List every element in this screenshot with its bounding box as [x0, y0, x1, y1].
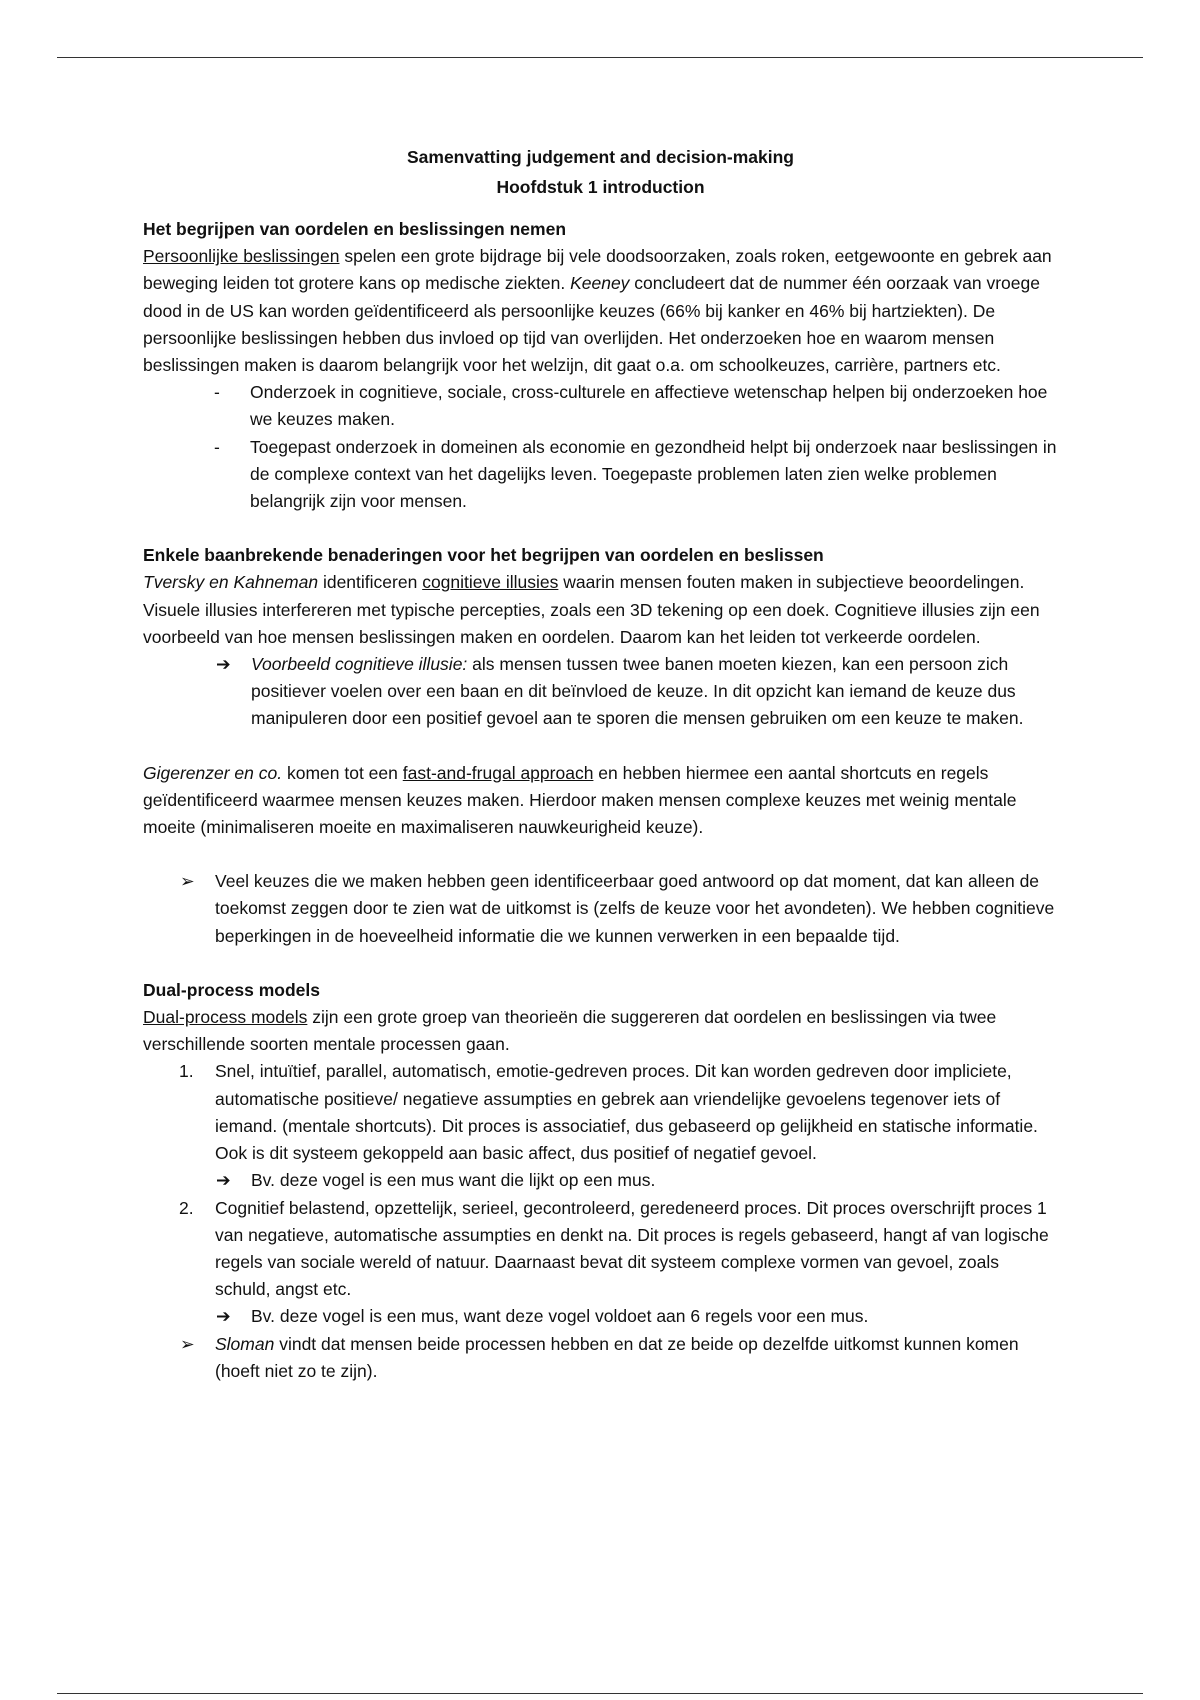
term: cognitieve illusies [422, 572, 559, 593]
list-item-text: Veel keuzes die we maken hebben geen identificeerbaar goed antwoord op dat moment, dat kan alleen de toekomst zeggen door te zien wat de uitkomst is (zelfs de keuze voor het avondeten). We hebben cognitieve beperkingen in de hoeveelheid informatie die we kunnen verwerken in een bepaalde tijd. [215, 871, 1055, 946]
list-item [143, 651, 1058, 733]
example-text: Bv. deze vogel is een mus want die lijkt op een mus. [251, 1170, 656, 1191]
section-heading-2: Enkele baanbrekende benaderingen voor het begrijpen van oordelen en beslissen [143, 545, 824, 566]
list-item [143, 1331, 1058, 1385]
example-item [143, 1303, 1058, 1330]
paragraph [143, 1004, 1058, 1058]
list-item-text: Toegepast onderzoek in domeinen als economie en gezondheid helpt bij onderzoek naar beslissingen in de complexe context van het dagelijks leven. Toegepaste problemen laten zien welke problemen belangrijk zijn voor mensen. [250, 436, 1057, 512]
text: waarin mensen fouten maken in subjectieve beoordelingen. Visuele illusies interfereren met typische percepties, zoals een 3D tekening op een doek. Cognitieve illusies zijn een voorbeeld van hoe mensen beslissingen maken en oordelen. Daarom kan het leiden tot verkeerde oordelen. [143, 572, 1040, 647]
author: Gigerenzer en co. [143, 762, 283, 783]
dash-marker: - [214, 436, 220, 457]
triangle-arrow-icon: ➢ [180, 871, 195, 892]
list-item-text: als mensen tussen twee banen moeten kiezen, kan een persoon zich positiever voelen over een baan en dit beïnvloed de keuze. In dit opzicht kan iemand de keuze dus manipuleren door een positief gevoel aan te sporen die mensen gebruiken om een keuze te maken. [251, 654, 1024, 729]
header-rule [57, 57, 1143, 58]
term: Persoonlijke beslissingen [143, 246, 340, 267]
text: concludeert dat de nummer één oorzaak van vroege dood in de US kan worden geïdentificeerd als persoonlijke keuzes (66% bij kanker en 46% bij hartziekten). De persoonlijke beslissingen hebben dus invloed op tijd van overlijden. Het onderzoeken hoe en waarom mensen beslissingen maken is daarom belangrijk voor het welzijn, dit gaat o.a. om schoolkeuzes, carrière, partners etc. [143, 273, 1040, 376]
list-item [143, 868, 1058, 950]
document-page [143, 142, 1058, 1385]
author: Keeney [570, 273, 630, 294]
section-heading-3: Dual-process models [143, 979, 320, 1000]
numbered-item [143, 1195, 1058, 1304]
list-item [143, 434, 1058, 516]
numbered-item [143, 1058, 1058, 1167]
arrow-icon: ➔ [216, 1306, 231, 1327]
list-item-text: Onderzoek in cognitieve, sociale, cross-culturele en affectieve wetenschap helpen bij onderzoeken hoe we keuzes maken. [250, 382, 1048, 430]
example-item [143, 1167, 1058, 1194]
paragraph [143, 243, 1058, 379]
dash-marker: - [214, 382, 220, 403]
triangle-arrow-icon: ➢ [180, 1333, 195, 1354]
text: spelen een grote bijdrage bij vele doodsoorzaken, zoals roken, eetgewoonte en gebrek aan beweging leiden tot grotere kans op medische ziekten. [143, 246, 1052, 294]
list-item-text: vindt dat mensen beide processen hebben en dat ze beide op dezelfde uitkomst kunnen komen (hoeft niet zo te zijn). [215, 1333, 1019, 1381]
item-number: 2. [179, 1197, 194, 1218]
term: Dual-process models [143, 1007, 308, 1028]
paragraph [143, 569, 1058, 651]
text: en hebben hiermee een aantal shortcuts en regels geïdentificeerd waarmee mensen keuzes maken. Hierdoor maken mensen complexe keuzes met weinig mentale moeite (minimaliseren moeite en maximaliseren nauwkeurigheid keuze). [143, 762, 1017, 838]
document-title [143, 142, 1058, 202]
example-text: Bv. deze vogel is een mus, want deze vogel voldoet aan 6 regels voor een mus. [251, 1306, 869, 1327]
list-item-text: Cognitief belastend, opzettelijk, serieel, gecontroleerd, geredeneerd proces. Dit proces overschrijft proces 1 van negatieve, automatische assumpties en denkt na. Dit proces is regels gebaseerd, hangt af van logische regels van sociale wereld of natuur. Daarnaast bevat dit systeem complexe vormen van gevoel, zoals schuld, angst etc. [215, 1197, 1049, 1300]
term: fast-and-frugal approach [402, 762, 594, 783]
author: Sloman [215, 1333, 275, 1354]
text: zijn een grote groep van theorieën die suggereren dat oordelen en beslissingen via twee verschillende soorten mentale processen gaan. [143, 1007, 997, 1055]
title-line-2: Hoofdstuk 1 introduction [496, 177, 705, 197]
example-label: Voorbeeld cognitieve illusie: [251, 654, 468, 675]
footer-rule [57, 1693, 1143, 1694]
arrow-icon: ➔ [216, 654, 231, 675]
title-line-1: Samenvatting judgement and decision-making [406, 147, 794, 167]
list-item [143, 379, 1058, 433]
item-number: 1. [179, 1061, 194, 1082]
text: komen tot een [282, 762, 403, 783]
text: identificeren [318, 572, 423, 593]
arrow-icon: ➔ [216, 1170, 231, 1191]
section-heading-1: Het begrijpen van oordelen en beslissingen nemen [143, 219, 567, 239]
paragraph [143, 760, 1058, 842]
author: Tversky en Kahneman [143, 572, 319, 593]
list-item-text: Snel, intuïtief, parallel, automatisch, emotie-gedreven proces. Dit kan worden gedreven door impliciete, automatische positieve/ negatieve assumpties en gebrek aan vriendelijke gevoelens tegenover iets of iemand. (mentale shortcuts). Dit proces is associatief, dus gebaseerd op gelijkheid en statische informatie. Ook is dit systeem gekoppeld aan basic affect, dus positief of negatief gevoel. [215, 1061, 1038, 1164]
